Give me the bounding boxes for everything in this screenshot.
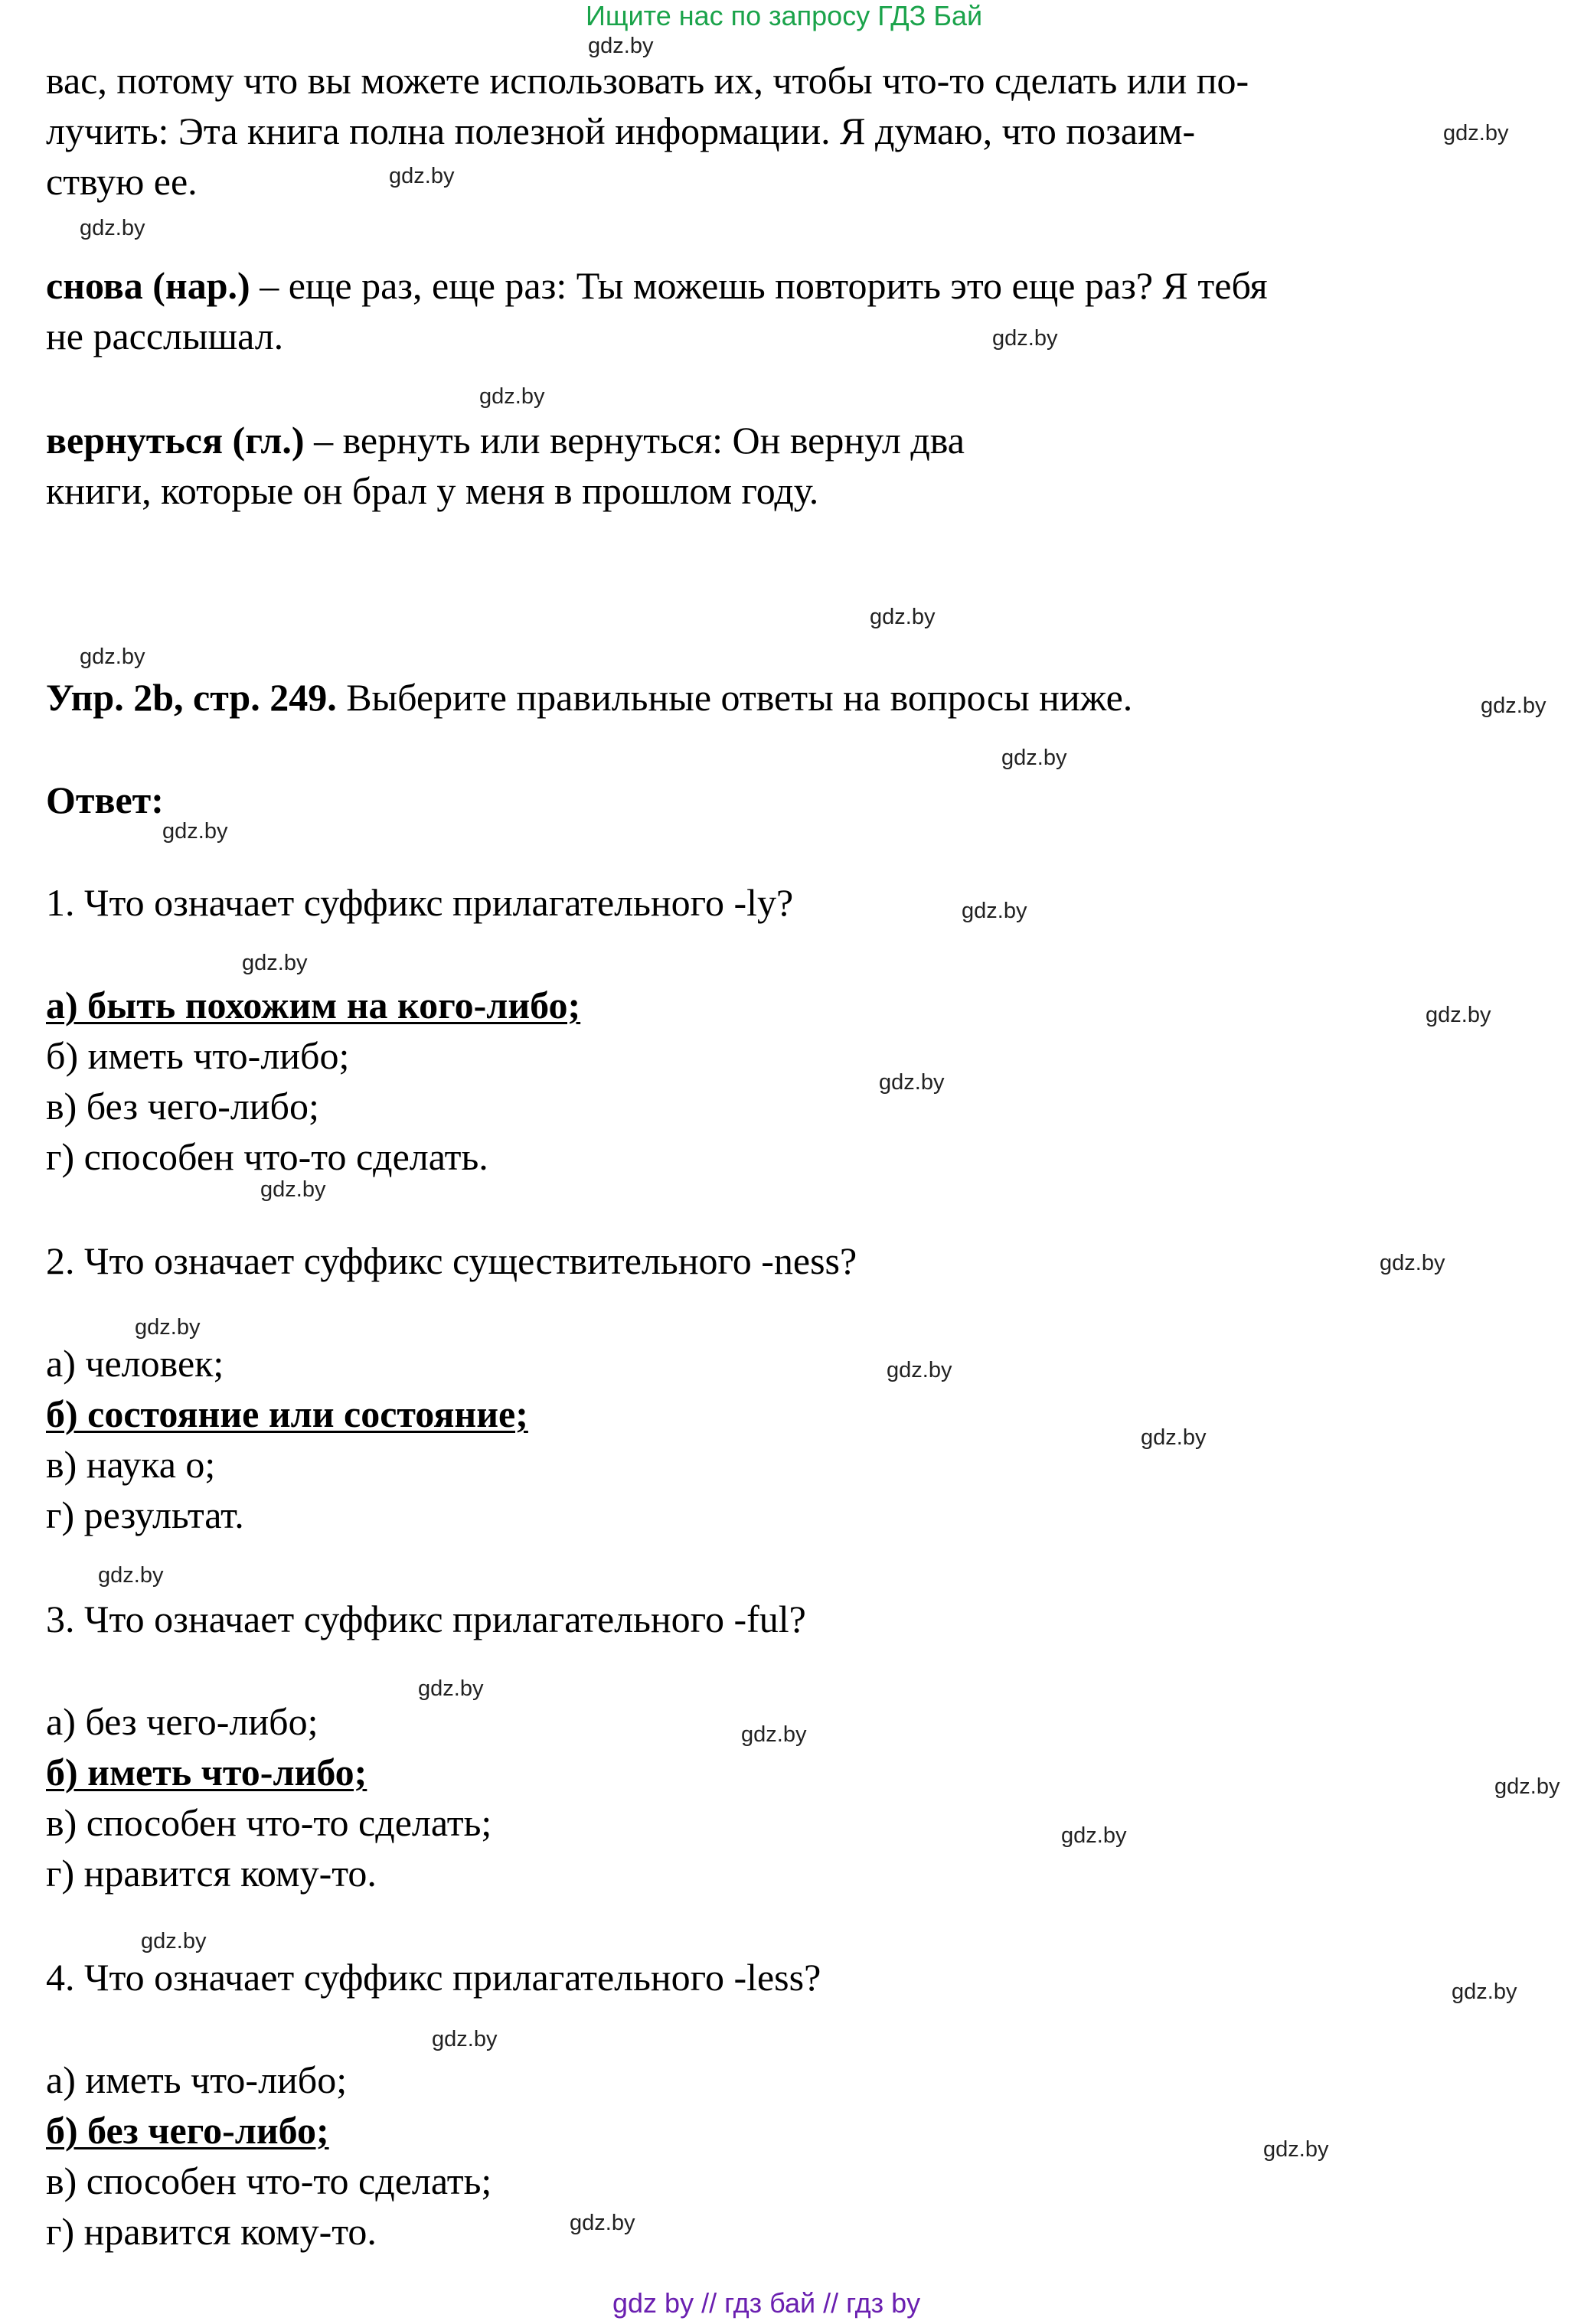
vocab-definition: – еще раз, еще раз: Ты можешь повторить это еще раз? Я тебя xyxy=(250,264,1268,307)
q1-option-a-correct: а) быть похожим на кого-либо; xyxy=(46,984,581,1027)
watermark: gdz.by xyxy=(1426,1003,1491,1027)
watermark: gdz.by xyxy=(242,951,308,975)
q3-option-c: в) способен что-то сделать; xyxy=(46,1801,492,1844)
footer-separator: // xyxy=(701,2287,717,2319)
watermark: gdz.by xyxy=(570,2211,635,2235)
q3-option-b-correct: б) иметь что-либо; xyxy=(46,1751,367,1794)
watermark: gdz.by xyxy=(962,899,1027,923)
q2-option-d: г) результат. xyxy=(46,1493,244,1536)
footer-link-gdz-bai[interactable]: гдз бай xyxy=(724,2287,816,2319)
exercise-label: Упр. 2b, стр. 249. xyxy=(46,676,337,719)
question-1: 1. Что означает суффикс прилагательного -ly? xyxy=(46,881,794,924)
watermark: gdz.by xyxy=(432,2027,498,2051)
q2-option-b-correct: б) состояние или состояние; xyxy=(46,1392,528,1435)
watermark: gdz.by xyxy=(418,1676,484,1701)
vocab-definition-cont: книги, которые он брал у меня в прошлом году. xyxy=(46,469,819,512)
watermark: gdz.by xyxy=(141,1929,207,1954)
footer-links xyxy=(612,2287,920,2319)
vocab-term: снова (нар.) xyxy=(46,264,250,307)
watermark: gdz.by xyxy=(389,164,455,188)
watermark: gdz.by xyxy=(80,645,145,669)
vocab-entry-return xyxy=(46,415,965,465)
watermark: gdz.by xyxy=(1263,2137,1329,2162)
exercise-heading xyxy=(46,672,1132,723)
watermark: gdz.by xyxy=(1443,121,1509,145)
watermark: gdz.by xyxy=(260,1177,326,1202)
watermark: gdz.by xyxy=(162,819,228,844)
watermark: gdz.by xyxy=(1481,694,1546,718)
watermark: gdz.by xyxy=(741,1722,807,1747)
q2-option-a: а) человек; xyxy=(46,1342,224,1385)
watermark: gdz.by xyxy=(135,1315,201,1340)
vocab-intro-line-3: ствую ее. xyxy=(46,160,198,203)
footer-link-gdz-by-cyr[interactable]: гдз by xyxy=(846,2287,921,2319)
watermark: gdz.by xyxy=(879,1070,945,1095)
watermark: gdz.by xyxy=(1380,1251,1445,1275)
watermark: gdz.by xyxy=(98,1563,164,1588)
watermark: gdz.by xyxy=(992,326,1058,351)
q4-option-c: в) способен что-то сделать; xyxy=(46,2159,492,2202)
vocab-intro-line-2: лучить: Эта книга полна полезной информации. Я думаю, что позаим- xyxy=(46,109,1196,152)
q4-option-d: г) нравится кому-то. xyxy=(46,2210,377,2253)
question-2: 2. Что означает суффикс существительного -ness? xyxy=(46,1239,857,1282)
watermark: gdz.by xyxy=(1141,1425,1207,1450)
watermark: gdz.by xyxy=(588,34,654,58)
q3-option-a: а) без чего-либо; xyxy=(46,1700,318,1743)
question-4: 4. Что означает суффикс прилагательного -less? xyxy=(46,1956,821,1999)
vocab-definition-cont: не расслышал. xyxy=(46,315,284,357)
watermark: gdz.by xyxy=(1452,1980,1517,2004)
q3-option-d: г) нравится кому-то. xyxy=(46,1852,377,1895)
q4-option-a: а) иметь что-либо; xyxy=(46,2058,348,2101)
question-3: 3. Что означает суффикс прилагательного -ful? xyxy=(46,1598,806,1640)
q2-option-c: в) наука о; xyxy=(46,1443,216,1486)
q1-option-b: б) иметь что-либо; xyxy=(46,1034,350,1077)
watermark: gdz.by xyxy=(1061,1823,1127,1848)
vocab-entry-again xyxy=(46,260,1268,311)
watermark: gdz.by xyxy=(870,605,936,629)
footer-separator: // xyxy=(823,2287,839,2319)
answer-heading: Ответ: xyxy=(46,778,164,821)
q1-option-c: в) без чего-либо; xyxy=(46,1085,319,1128)
watermark: gdz.by xyxy=(1001,746,1067,770)
watermark: gdz.by xyxy=(479,384,545,409)
header-search-link[interactable]: Ищите нас по запросу ГДЗ Бай xyxy=(586,0,983,31)
vocab-intro-line-1: вас, потому что вы можете использовать их, чтобы что-то сделать или по- xyxy=(46,59,1249,102)
vocab-definition: – вернуть или вернуться: Он вернул два xyxy=(304,419,965,462)
exercise-instruction: Выберите правильные ответы на вопросы ниже. xyxy=(336,676,1133,719)
watermark: gdz.by xyxy=(887,1358,952,1382)
q1-option-d: г) способен что-то сделать. xyxy=(46,1135,488,1178)
vocab-term: вернуться (гл.) xyxy=(46,419,305,462)
watermark: gdz.by xyxy=(80,216,145,240)
q4-option-b-correct: б) без чего-либо; xyxy=(46,2109,329,2152)
watermark: gdz.by xyxy=(1494,1774,1560,1799)
footer-link-gdz-by[interactable]: gdz by xyxy=(612,2287,694,2319)
